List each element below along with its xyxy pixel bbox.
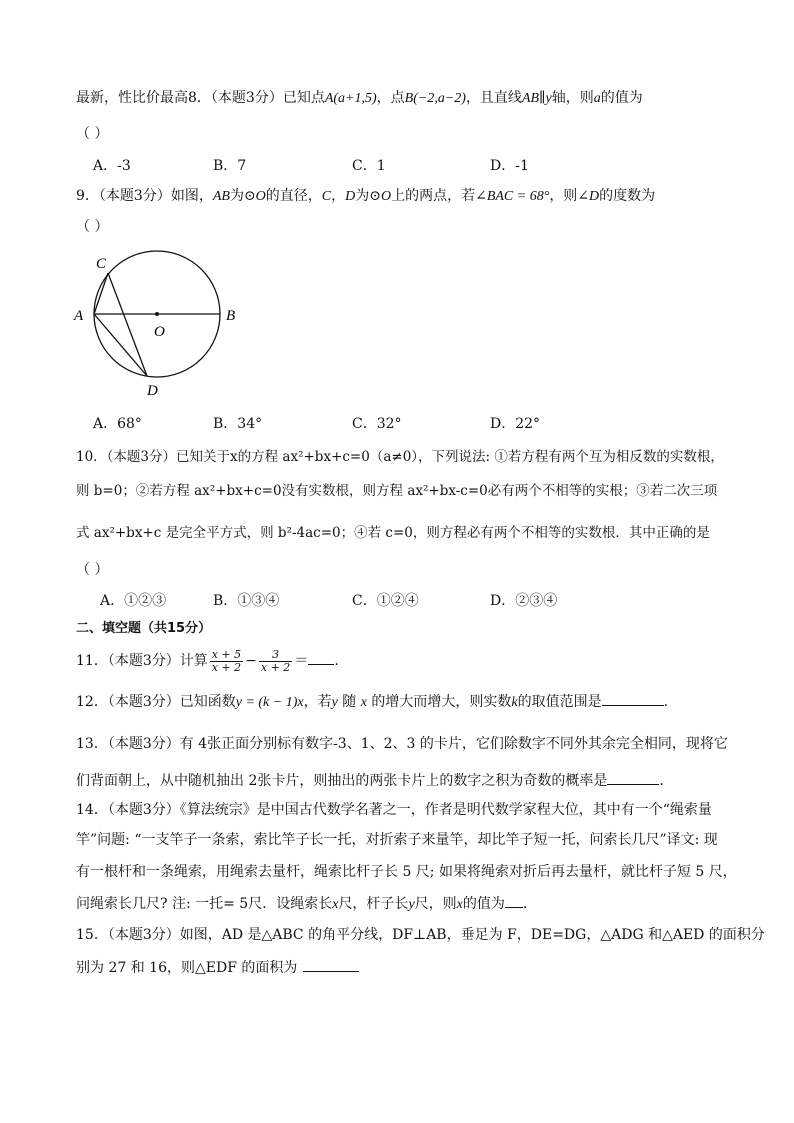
q8-option-a: A．-3: [93, 158, 131, 174]
q10-option-b: B．①③④: [213, 593, 280, 609]
fraction-1: $\frac{x + 5}{x + 2}$: [211, 647, 242, 674]
q10-answer-paren: （ ）: [76, 562, 109, 578]
q8-option-b: B．7: [213, 158, 247, 174]
q14-line-2: 竿”问题: “一支竿子一条索，索比竿子长一托，对折索子来量竿，却比竿子短一托，问索长几尺”译文: 现: [76, 832, 718, 848]
q10-option-d: D．②③④: [490, 593, 558, 609]
q8-option-d: D．-1: [490, 158, 529, 174]
function-expression: y = (k − 1)x: [235, 695, 304, 710]
q9-option-d: D．22°: [490, 416, 541, 432]
q14-line-1: 14．（本题3分）《算法统宗》是中国古代数学名著之一，作者是明代数学家程大位，其中有一个“绳索量: [76, 802, 712, 818]
circle-o-symbol: ⊙O: [243, 189, 266, 204]
q11-answer-blank: [308, 650, 334, 665]
q10-line-2: 则 b=0；②若方程 ax²+bx+c=0没有实数根，则方程 ax²+bx-c=0必有两个不相等的实根；③若二次三项: [76, 483, 718, 499]
q13-answer-blank: [607, 770, 659, 785]
q13-line-2: 们背面朝上，从中随机抽出 2张卡片，则抽出的两张卡片上的数字之积为奇数的概率是 ．: [76, 770, 673, 791]
label-o: O: [154, 324, 165, 340]
circle-diagram: [70, 248, 250, 408]
label-d: D: [147, 383, 158, 399]
q8-option-c: C．1: [352, 158, 386, 174]
chord-ac: [94, 273, 108, 314]
angle-d: ∠D: [577, 189, 600, 204]
fraction-2: $\frac{3}{x + 2}$: [260, 647, 291, 674]
q10-line-1: 10．（本题3分）已知关于x的方程 ax²+bx+c=0（a≠0），下列说法: ①若方程有两个互为相反数的实数根，: [76, 449, 724, 465]
section-2-title: 二、填空题（共15分）: [76, 621, 212, 636]
label-a: A: [74, 308, 84, 324]
q9-stem: 9．（本题3分）如图，AB为⊙O的直径，C，D为⊙O上的两点，若∠BAC = 68°，则∠D的度数为: [76, 188, 656, 204]
point-b: B(−2,a−2): [404, 91, 466, 106]
label-c: C: [96, 256, 107, 272]
q12-stem: 12．（本题3分）已知函数y = (k − 1)x，若y 随 x 的增大而增大，则实数k的取值范围是 .: [76, 691, 668, 713]
q9-option-a: A．68°: [93, 416, 142, 432]
q14-line-3: 有一根杆和一条绳索，用绳索去量杆，绳索比杆子长 5 尺; 如果将绳索对折后再去量杆，就比杆子短 5 尺，: [76, 864, 737, 880]
q8-answer-paren: （ ）: [76, 126, 109, 142]
q9-answer-paren: （ ）: [76, 219, 109, 235]
angle-bac: ∠BAC = 68°: [475, 189, 550, 204]
q12-answer-blank: [602, 691, 664, 706]
q14-line-4: 问绳索长几尺? 注: 一托= 5尺．设绳索长x尺，杆子长y尺，则x的值为 ．: [76, 893, 537, 915]
center-point: [155, 312, 159, 316]
q9-option-b: B．34°: [213, 416, 263, 432]
q10-line-3: 式 ax²+bx+c 是完全平方式，则 b²-4ac=0；④若 c=0，则方程必有两个不相等的实数根．其中正确的是: [76, 525, 710, 541]
q11-stem: 11．（本题3分）计算 $\frac{x + 5}{x + 2}$ − $\frac{3}{x + 2}$ ＝ .: [76, 647, 339, 674]
q15-answer-blank: [303, 957, 359, 972]
q15-line-2: 别为 27 和 16，则△EDF 的面积为: [76, 957, 359, 978]
q9-option-c: C．32°: [352, 416, 402, 432]
line-ab-parallel-y: AB∥y: [521, 91, 552, 106]
q8-stem: 最新，性比价最高8．（本题3分）已知点A(a+1,5)，点B(−2,a−2)，且直线AB∥y轴，则a的值为: [76, 90, 643, 106]
q10-option-a: A．①②③: [100, 593, 167, 609]
q15-line-1: 15．（本题3分）如图，AD 是△ABC 的角平分线，DF⊥AB，垂足为 F，DE=DG，△ADG 和△AED 的面积分: [76, 927, 765, 943]
q13-line-1: 13．（本题3分）有 4张正面分别标有数字-3、1、2、3 的卡片，它们除数字不同外其余完全相同，现将它: [76, 736, 728, 752]
point-a: A(a+1,5): [324, 91, 377, 106]
label-b: B: [226, 308, 236, 324]
q14-answer-blank: [505, 893, 523, 908]
q10-option-c: C．①②④: [352, 593, 419, 609]
